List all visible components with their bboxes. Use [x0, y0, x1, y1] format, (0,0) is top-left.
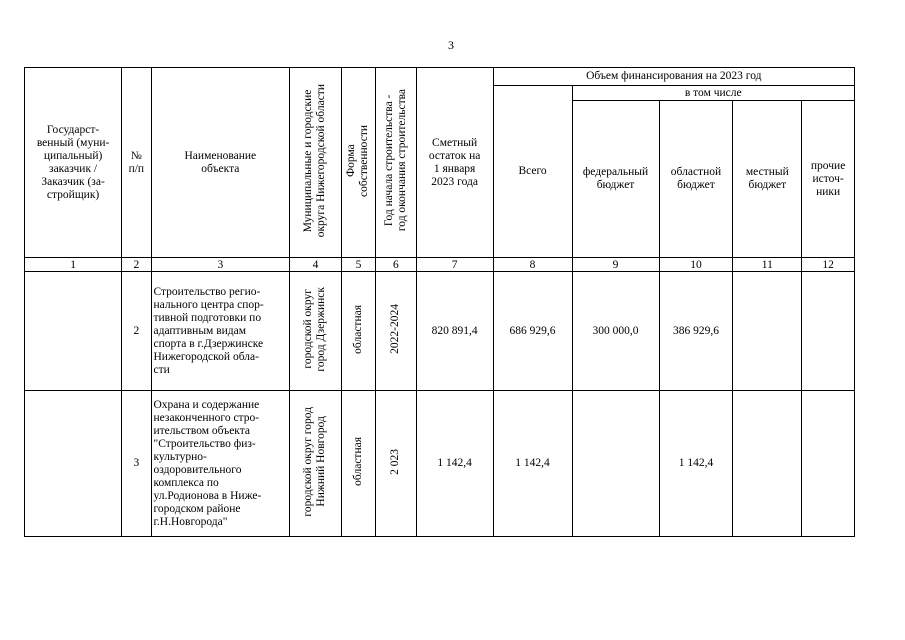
header-row: [25, 68, 855, 86]
cell-municipality: городской округ город Дзержинск: [290, 272, 342, 391]
cell-other: [802, 272, 855, 391]
header-ownership: Форма собственности: [341, 68, 375, 258]
cell-federal: [572, 391, 659, 537]
cell-total: 686 929,6: [493, 272, 572, 391]
cell-total: 1 142,4: [493, 391, 572, 537]
cell-municipality: городской округ город Нижний Новгород: [290, 391, 342, 537]
header-local: местный бюджет: [733, 101, 802, 258]
table-row: [25, 391, 855, 537]
header-other: прочие источ- ники: [802, 101, 855, 258]
column-number: 8: [493, 258, 572, 272]
cell-years: 2 023: [376, 391, 416, 537]
cell-balance: 1 142,4: [416, 391, 493, 537]
page-number: 3: [448, 38, 454, 52]
cell-ownership: областная: [341, 391, 375, 537]
column-numbers-row: [25, 258, 855, 272]
header-funding: Объем финансирования на 2023 год: [493, 68, 854, 86]
column-number: 4: [290, 258, 342, 272]
header-balance: Сметный остаток на 1 января 2023 года: [416, 68, 493, 258]
cell-federal: 300 000,0: [572, 272, 659, 391]
header-federal: федеральный бюджет: [572, 101, 659, 258]
header-regional: областной бюджет: [659, 101, 733, 258]
cell-ownership: областная: [341, 272, 375, 391]
header-municipality: Муниципальные и городские округа Нижегородской области: [290, 68, 342, 258]
column-number: 5: [341, 258, 375, 272]
cell-local: [733, 391, 802, 537]
column-number: 11: [733, 258, 802, 272]
column-number: 9: [572, 258, 659, 272]
column-number: 6: [376, 258, 416, 272]
header-years: Год начала строительства - год окончания строительства: [376, 68, 416, 258]
cell-num: 3: [122, 391, 151, 537]
cell-num: 2: [122, 272, 151, 391]
cell-name: Охрана и содержание незаконченного стро- ительством объекта "Строительство физ- культурно- оздоровительного комплекса по ул.Родионова в Ниже- городском районе г.Н.Новгорода": [151, 391, 290, 537]
column-number: 1: [25, 258, 122, 272]
table-row: [25, 272, 855, 391]
cell-regional: 1 142,4: [659, 391, 733, 537]
cell-regional: 386 929,6: [659, 272, 733, 391]
cell-years: 2022-2024: [376, 272, 416, 391]
cell-local: [733, 272, 802, 391]
header-total: Всего: [493, 86, 572, 258]
header-num: № п/п: [122, 68, 151, 258]
column-number: 7: [416, 258, 493, 272]
column-number: 3: [151, 258, 290, 272]
cell-balance: 820 891,4: [416, 272, 493, 391]
header-name: Наименование объекта: [151, 68, 290, 258]
header-customer: Государст- венный (муни- ципальный) заказчик / Заказчик (за- стройщик): [25, 68, 122, 258]
cell-other: [802, 391, 855, 537]
cell-name: Строительство регио- нального центра спор- тивной подготовки по адаптивным видам спорта в г.Дзержинске Нижегородской обла- сти: [151, 272, 290, 391]
column-number: 12: [802, 258, 855, 272]
column-number: 2: [122, 258, 151, 272]
financing-table: [24, 67, 855, 537]
column-number: 10: [659, 258, 733, 272]
header-including: в том числе: [572, 86, 854, 101]
cell-customer: [25, 391, 122, 537]
cell-customer: [25, 272, 122, 391]
